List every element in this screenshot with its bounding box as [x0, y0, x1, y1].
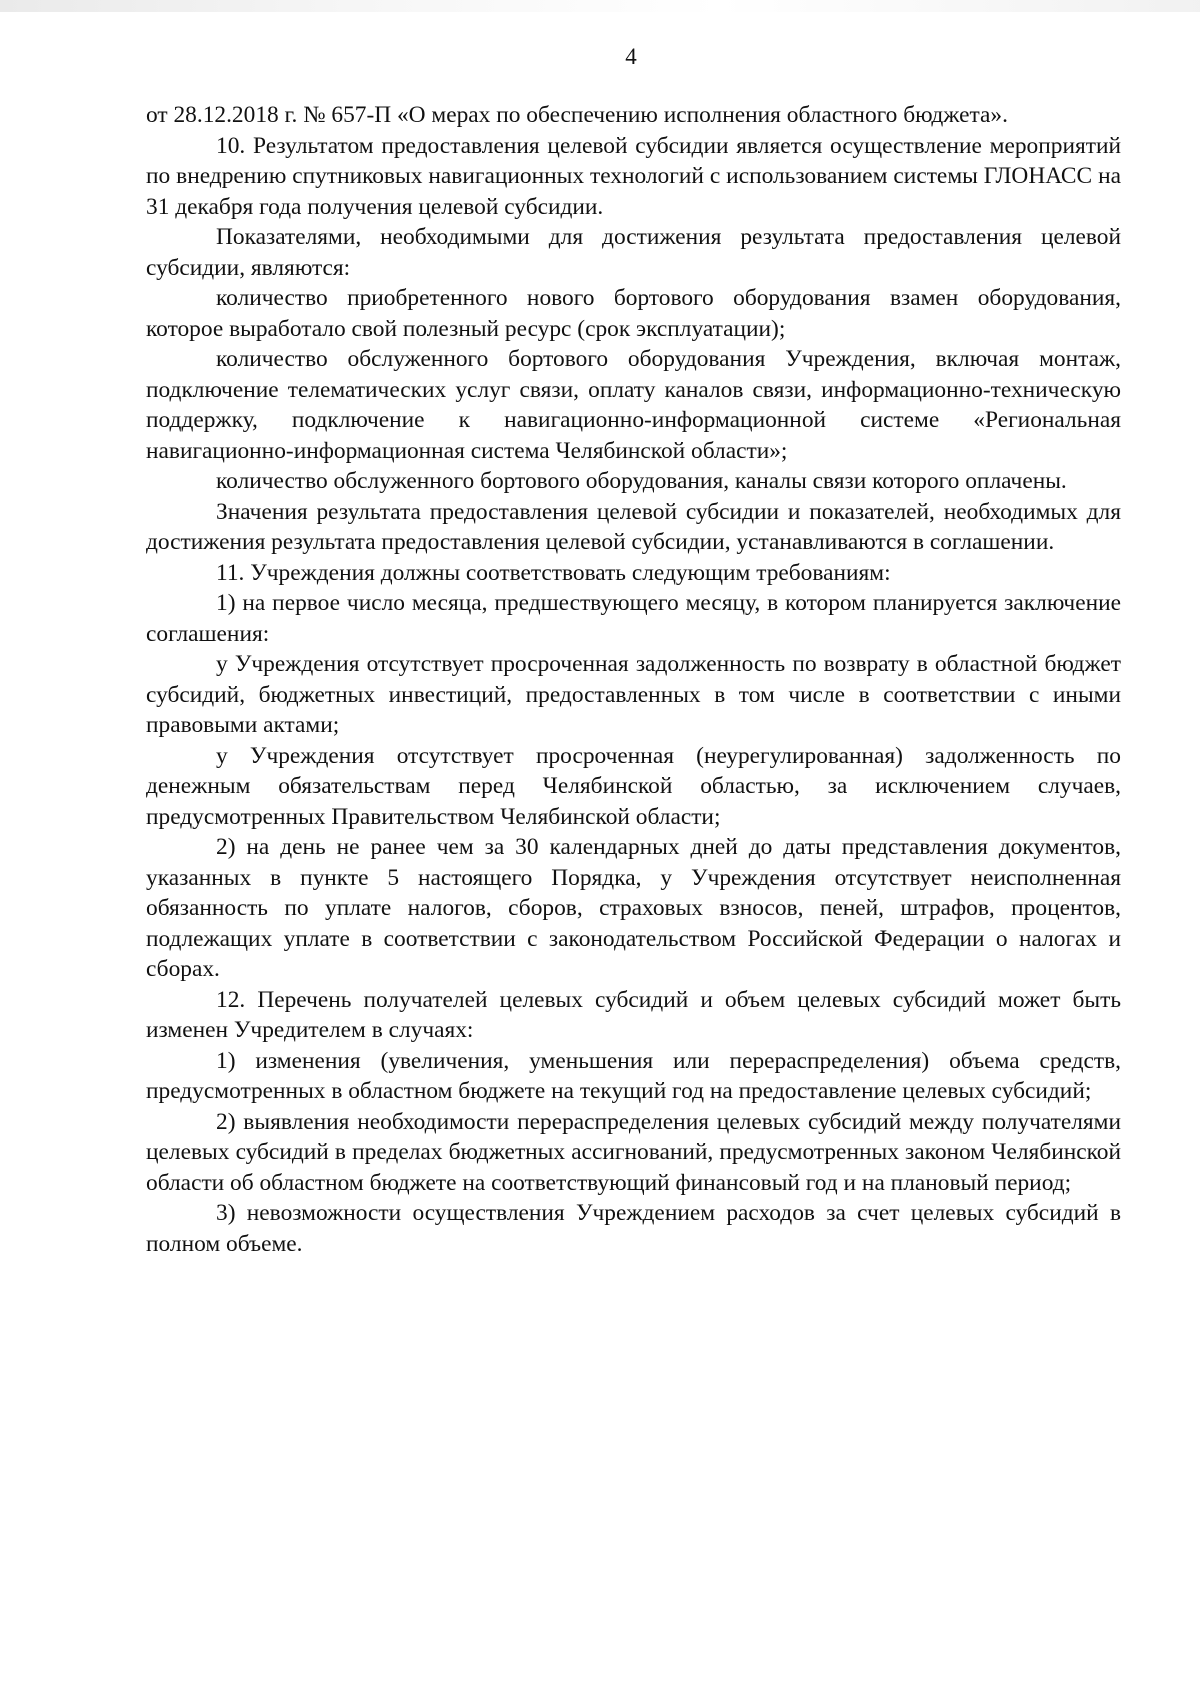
paragraph-12-item-2: 2) выявления необходимости перераспределения целевых субсидий между получателями целевых субсидий в пределах бюджетных ассигнований, предусмотренных законом Челябинской области об областном бюджете на соответствующий финансовый год и на плановый период;	[146, 1108, 1121, 1196]
paragraph-11-item-1: 1) на первое число месяца, предшествующего месяцу, в котором планируется заключение соглашения:	[146, 590, 1121, 647]
paragraph-12-changes: 12. Перечень получателей целевых субсидий и объем целевых субсидий может быть изменен Учредителем в случаях:	[146, 986, 1121, 1043]
paragraph-indicator-paid-channels: количество обслуженного бортового оборудования, каналы связи которого оплачены.	[216, 468, 1067, 494]
paragraph-11-requirements: 11. Учреждения должны соответствовать следующим требованиям:	[216, 559, 891, 586]
paragraph-11-no-overdue-return: у Учреждения отсутствует просроченная задолженность по возврату в областной бюджет субсидий, бюджетных инвестиций, предоставленных в том числе в соответствии с иными правовыми актами;	[146, 651, 1121, 738]
paragraph-values-agreement: Значения результата предоставления целевой субсидии и показателей, необходимых для достижения результата предоставления целевой субсидии, устанавливаются в соглашении.	[146, 498, 1121, 555]
paragraph-10-result: 10. Результатом предоставления целевой субсидии является осуществление мероприятий по внедрению спутниковых навигационных технологий с использованием системы ГЛОНАСС на 31 декабря года получения целевой субсидии.	[146, 132, 1121, 220]
paragraph-12-item-1: 1) изменения (увеличения, уменьшения или перераспределения) объема средств, предусмотренных в областном бюджете на текущий год на предоставление целевых субсидий;	[146, 1047, 1121, 1104]
paragraph-11-item-2: 2) на день не ранее чем за 30 календарных дней до даты представления документов, указанных в пункте 5 настоящего Порядка, у Учреждения отсутствует неисполненная обязанность по уплате налогов, сборов, страховых взносов, пеней, штрафов, процентов, подлежащих уплате в соответствии с законодательством Российской Федерации о налогах и сборах.	[146, 834, 1121, 982]
page-number: 4	[625, 44, 637, 69]
paragraph-indicators-intro: Показателями, необходимыми для достижения результата предоставления целевой субсидии, являются:	[146, 224, 1121, 281]
paragraph-11-no-overdue-debt: у Учреждения отсутствует просроченная (неурегулированная) задолженность по денежным обязательствам перед Челябинской областью, за исключением случаев, предусмотренных Правительством Челябинской области;	[146, 742, 1121, 830]
document-body	[146, 100, 1121, 1259]
paragraph-indicator-serviced-equipment: количество обслуженного бортового оборудования Учреждения, включая монтаж, подключение телематических услуг связи, оплату каналов связи, информационно-техническую поддержку, подключение к навигационно-информационной системе «Региональная навигационно-информационная система Челябинской области»;	[146, 346, 1121, 464]
paragraph-indicator-new-equipment: количество приобретенного нового бортового оборудования взамен оборудования, которое выработало свой полезный ресурс (срок эксплуатации);	[146, 285, 1121, 342]
scan-edge-shadow	[0, 0, 1200, 12]
paragraph-resolution-reference: от 28.12.2018 г. № 657-П «О мерах по обеспечению исполнения областного бюджета».	[146, 102, 1008, 128]
paragraph-12-item-3: 3) невозможности осуществления Учреждением расходов за счет целевых субсидий в полном объеме.	[146, 1200, 1121, 1257]
